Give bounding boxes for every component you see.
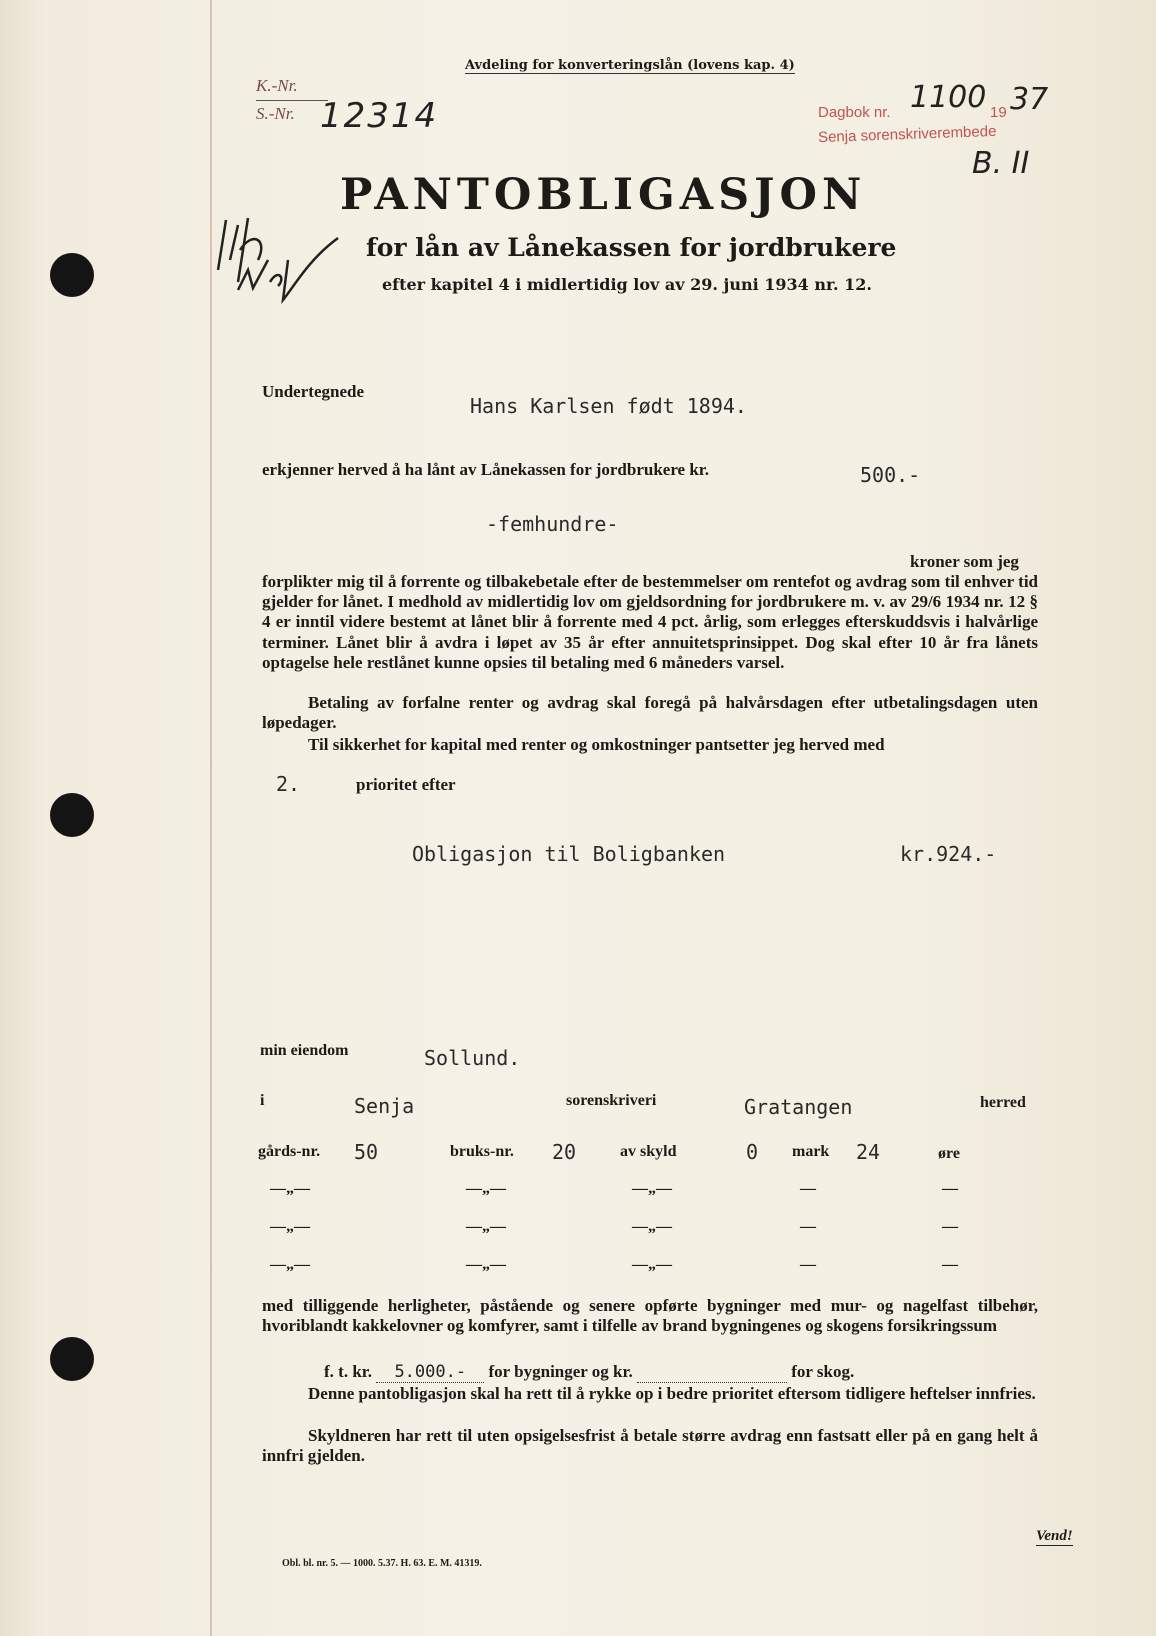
department-header: Avdeling for konverteringslån (lovens kap. 4) [465, 58, 795, 73]
s-nr-label: S.-Nr. [256, 104, 295, 123]
punch-hole [50, 1337, 94, 1381]
vend-note: Vend! [1036, 1528, 1073, 1544]
priority-amount: kr.924.- [900, 842, 997, 866]
form-reference: Obl. bl. nr. 5. — 1000. 5.37. H. 63. E. M. 41319. [282, 1558, 482, 1569]
dash-mark: — [800, 1180, 816, 1197]
ditto-mark: —„— [270, 1218, 310, 1235]
ditto-mark: —„— [632, 1218, 672, 1235]
punch-hole [50, 793, 94, 837]
terms-paragraph-1: forplikter mig til å forrente og tilbakebetale efter de bestemmelser om rentefot og avdrag som til enhver tid gjelder for lånet. I medhold av midlertidig lov om gjeldsordning for jordbrukere m. v. av 29/6 1934 nr. 12 § 4 er inntil videre bestemt at lånet blir å forrente med 4 pct. årlig, som erlegges efterskuddsvis i halvårlige terminer. Lånet blir å avdra i løpet av 35 år efter annuitetsprinsippet. Dog skal efter 10 år fra lånets optagelse hele restlånet kunne opsies til betaling med 6 måneders varsel. [262, 572, 1038, 672]
insurance-amount-value: 5.000.- [394, 1362, 467, 1382]
gards-label: gårds-nr. [258, 1143, 321, 1160]
mark-label: mark [792, 1143, 830, 1160]
insurance-suffix: for skog. [791, 1362, 855, 1381]
closing-paragraph-3: Skyldneren har rett til uten opsigelsesfrist å betale større avdrag enn fastsatt eller på en gang helt å innfri gjelden. [262, 1426, 1038, 1466]
document-title: PANTOBLIGASJON [340, 170, 867, 220]
signatory-name: Hans Karlsen født 1894. [470, 394, 747, 418]
ditto-mark: —„— [466, 1256, 506, 1273]
mark-value: 24 [856, 1140, 881, 1164]
ditto-mark: —„— [632, 1256, 672, 1273]
ore-label: øre [938, 1145, 960, 1162]
dash-mark: — [942, 1256, 958, 1273]
book-ref: B. II [972, 146, 1030, 181]
insurance-prefix: f. t. kr. [324, 1362, 373, 1381]
eiendom-label: min eiendom [260, 1042, 349, 1059]
herred-value: Gratangen [744, 1095, 853, 1119]
ditto-mark: —„— [466, 1218, 506, 1235]
k-nr-label: K.-Nr. [256, 76, 298, 95]
gards-value: 50 [354, 1140, 379, 1164]
handwritten-initials-signature [208, 190, 358, 320]
priority-number: 2. [276, 772, 301, 796]
insurance-line [324, 1362, 854, 1383]
kroner-line: kroner som jeg [910, 552, 1019, 571]
loan-text: erkjenner herved å ha lånt av Lånekassen for jordbrukere kr. [262, 460, 710, 479]
ditto-mark: —„— [270, 1180, 310, 1197]
title-line-2: efter kapitel 4 i midlertidig lov av 29. juni 1934 nr. 12. [382, 275, 872, 294]
ditto-mark: —„— [270, 1256, 310, 1273]
title-line-1: for lån av Lånekassen for jordbrukere [366, 233, 897, 262]
loan-amount: 500.- [860, 463, 921, 487]
terms-paragraph-2: Betaling av forfalne renter og avdrag skal foregå på halvårsdagen efter utbetalingsdagen uten løpedager. [262, 693, 1038, 733]
divider [256, 100, 328, 101]
dash-mark: — [800, 1218, 816, 1235]
i-label: i [260, 1092, 265, 1109]
herred-label: herred [980, 1094, 1026, 1111]
skyld-label: av skyld [620, 1143, 677, 1160]
insurance-amount [376, 1362, 484, 1383]
dash-mark: — [942, 1218, 958, 1235]
insurance-mid: for bygninger og kr. [488, 1362, 633, 1381]
year-suffix: 37 [1010, 82, 1049, 117]
dash-mark: — [942, 1180, 958, 1197]
priority-label: prioritet efter [356, 775, 456, 794]
eiendom-value: Sollund. [424, 1046, 521, 1070]
dash-mark: — [800, 1256, 816, 1273]
sorenskriveri-label: sorenskriveri [566, 1092, 657, 1109]
skyld-value: 0 [746, 1140, 759, 1164]
office-stamp: Senja sorenskriverembede [817, 122, 997, 147]
year-prefix: 19 [990, 104, 1007, 121]
insurance-forest-blank [637, 1362, 787, 1383]
bruks-label: bruks-nr. [450, 1143, 514, 1160]
bruks-value: 20 [552, 1140, 577, 1164]
closing-paragraph-2: Denne pantobligasjon skal ha rett til å rykke op i bedre prioritet eftersom tidligere heftelser innfries. [308, 1384, 1036, 1403]
loan-amount-words: -femhundre- [486, 512, 619, 536]
closing-paragraph-1: med tilliggende herligheter, påstående og senere opførte bygninger med mur- og nagelfast tilbehør, hvoriblandt kakkelovner og komfyrer, samt i tilfelle av brand bygningenes og skogens forsikringssum [262, 1296, 1038, 1336]
terms-paragraph-3: Til sikkerhet for kapital med renter og omkostninger pantsetter jeg herved med [308, 735, 885, 754]
dagbok-nr: 1100 [910, 80, 987, 115]
dagbok-label: Dagbok nr. [818, 104, 891, 121]
sorenskriveri-value: Senja [354, 1094, 415, 1118]
punch-hole [50, 253, 94, 297]
ditto-mark: —„— [632, 1180, 672, 1197]
ditto-mark: —„— [466, 1180, 506, 1197]
priority-obligation: Obligasjon til Boligbanken [412, 842, 726, 866]
s-nr-value: 12314 [320, 96, 439, 136]
signatory-label: Undertegnede [262, 382, 364, 401]
